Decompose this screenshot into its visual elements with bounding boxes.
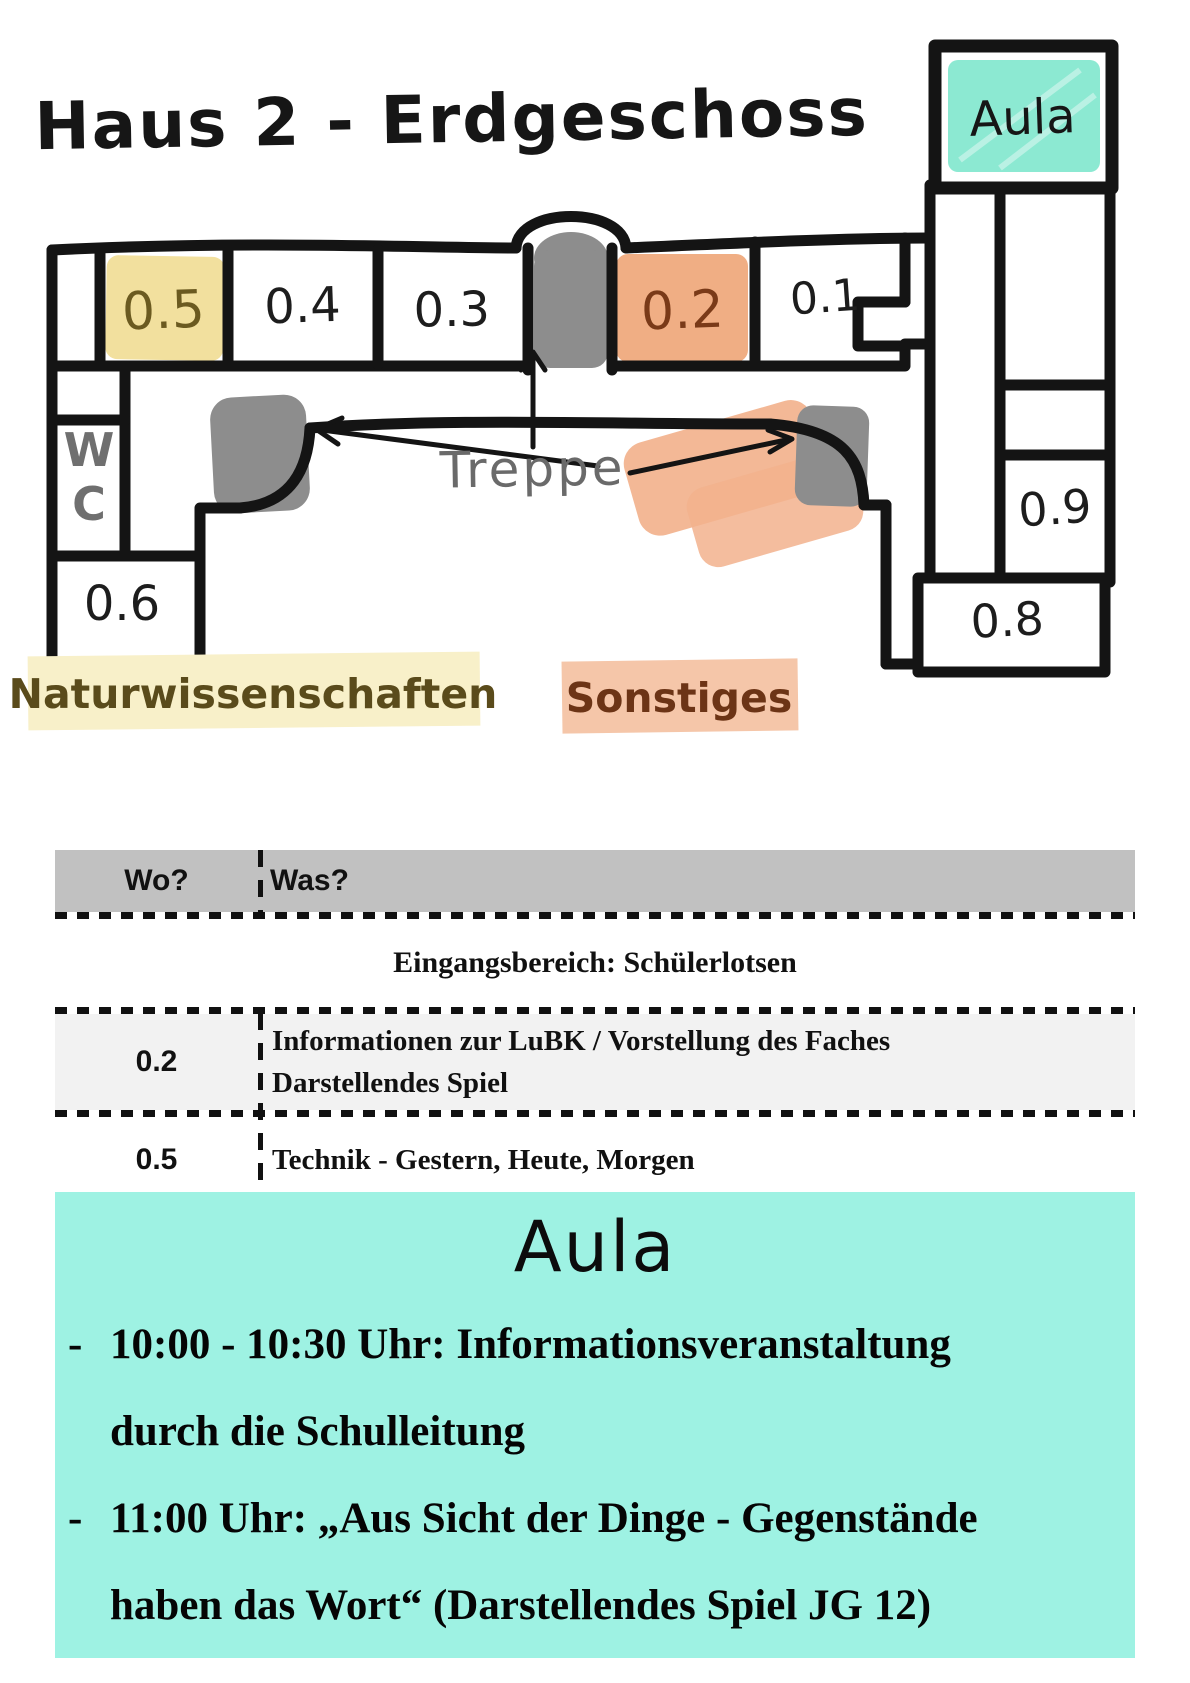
- aula-info-panel: [55, 1192, 1135, 1658]
- wc-label-line1: W: [63, 423, 115, 477]
- aula-item-text: 11:00 Uhr: „Aus Sicht der Dinge - Gegenstände haben das Wort“ (Darstellendes Spiel JG 12): [110, 1494, 978, 1629]
- table-header-row: [55, 850, 1135, 912]
- row-what-cell: Technik - Gestern, Heute, Morgen: [272, 1143, 695, 1176]
- legend-science-label: Naturwissenschaften: [8, 670, 498, 718]
- bullet-dash: -: [68, 1321, 83, 1368]
- wc-label-line2: C: [72, 477, 106, 531]
- aula-schedule-list: [55, 1302, 1135, 1649]
- legend-other-label: Sonstiges: [565, 674, 793, 722]
- bullet-dash: -: [68, 1494, 83, 1542]
- room-0-6-label: 0.6: [83, 576, 161, 632]
- table-divider: [55, 1110, 1135, 1117]
- table-banner-row: [55, 919, 1135, 1007]
- header-what: Was?: [270, 864, 349, 897]
- row-where-cell: 0.2: [135, 1045, 178, 1078]
- room-0-8-label: 0.8: [969, 591, 1046, 649]
- floor-plan: [0, 0, 1190, 770]
- arrow-up-to-center-stairs-icon: [521, 352, 545, 447]
- table-divider: [55, 912, 1135, 919]
- room-0-4-label: 0.4: [263, 276, 342, 336]
- banner-text: Eingangsbereich: Schülerlotsen: [393, 946, 797, 979]
- room-0-9-label: 0.9: [1016, 478, 1094, 538]
- list-item: [55, 1476, 1135, 1650]
- table-divider: [55, 1007, 1135, 1014]
- map-title: Haus 2 - Erdgeschoss: [33, 73, 870, 166]
- header-where: Wo?: [124, 864, 189, 897]
- room-0-2-label: 0.2: [640, 279, 725, 343]
- column-separator: [258, 850, 263, 912]
- table-row: [55, 1014, 1135, 1110]
- aula-room-label: Aula: [968, 88, 1077, 148]
- aula-panel-title: Aula: [513, 1206, 677, 1288]
- room-0-1-label: 0.1: [788, 269, 862, 326]
- room-0-3-label: 0.3: [413, 281, 491, 339]
- aula-item-text: 10:00 - 10:30 Uhr: Informationsveranstaltung durch die Schulleitung: [110, 1321, 951, 1455]
- row-where-cell: 0.5: [135, 1143, 178, 1176]
- room-0-5-label: 0.5: [121, 279, 206, 343]
- row-what-cell: Informationen zur LuBK / Vorstellung des Faches Darstellendes Spiel: [272, 1024, 891, 1099]
- schedule-table: [55, 850, 1135, 1203]
- treppe-label: Treppe: [439, 438, 627, 500]
- table-row: [55, 1117, 1135, 1203]
- list-item: [55, 1302, 1135, 1476]
